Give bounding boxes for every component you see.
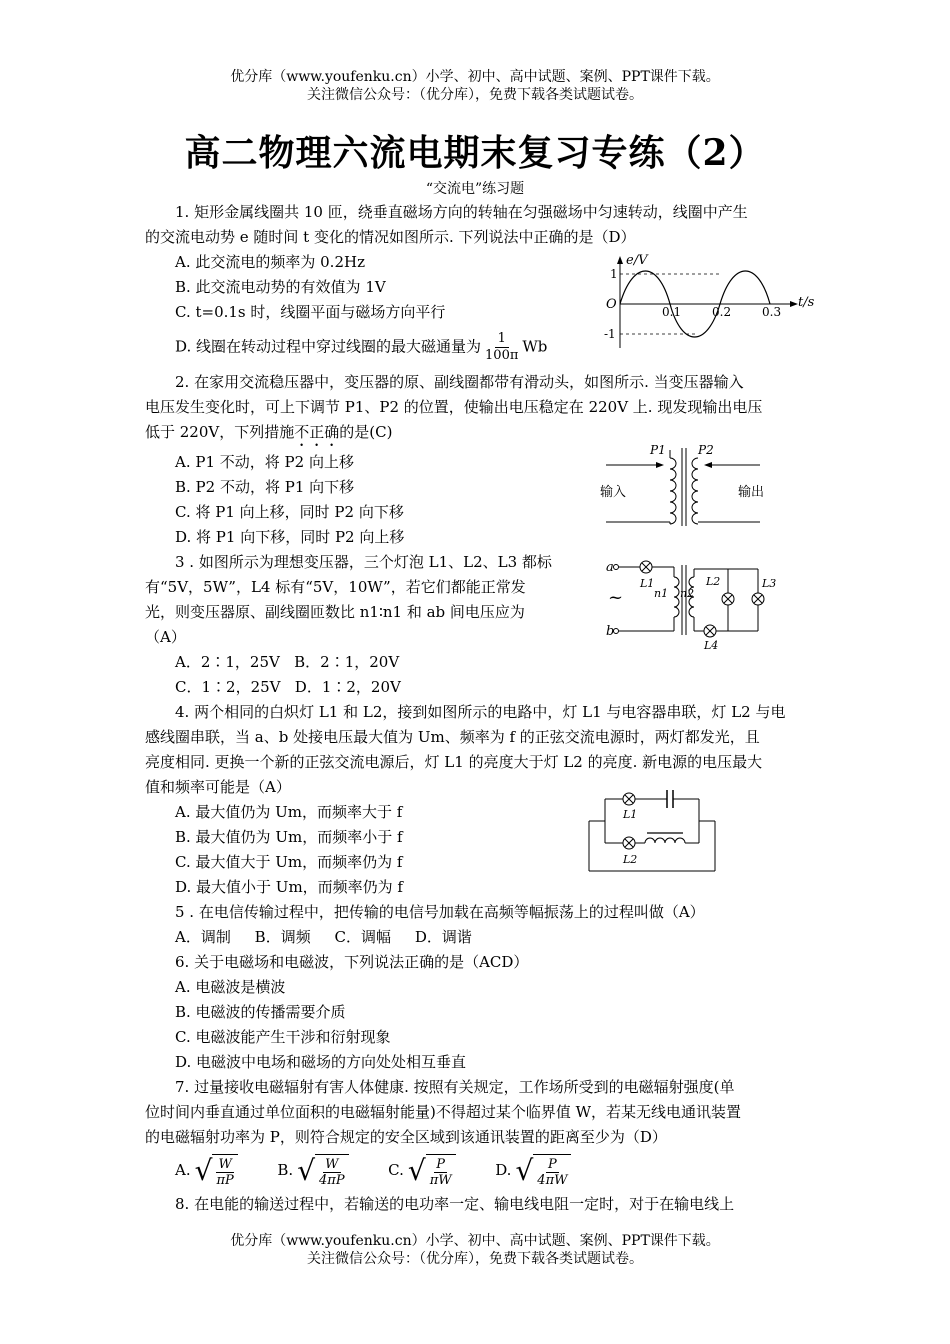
q2-stem-part2: 的是(C)	[339, 423, 393, 441]
q2-label-input: 输入	[600, 485, 627, 500]
q1-option-b: B. 此交流电动势的有效值为 1V	[175, 278, 386, 296]
q2-label-output: 输出	[738, 485, 765, 500]
q1-option-d-text: D. 线圈在转动过程中穿过线圈的最大磁通量为	[175, 337, 482, 356]
q7-stem-line3: 的电磁辐射功率为 P，则符合规定的安全区域到该通讯装置的距离至少为（D）	[145, 1128, 667, 1146]
q2-secondary-coil	[692, 458, 698, 524]
q1-graph-y-top: 1	[610, 267, 618, 281]
q1-graph-xlabel: t/s	[798, 295, 815, 310]
q1-option-a: A. 此交流电的频率为 0.2Hz	[175, 253, 365, 271]
q2-stem-part1: 低于 220V，下列措施	[145, 423, 295, 441]
q1-graph-tick-02: 0.2	[712, 305, 732, 319]
q7-b-den: 4πP	[319, 1173, 345, 1188]
q3-stem-line4: （A）	[145, 628, 186, 646]
q7-stem-line1: 7. 过量接收电磁辐射有害人体健康. 按照有关规定，工作场所受到的电磁辐射强度(单	[175, 1078, 735, 1096]
q7-options	[145, 1154, 807, 1188]
q2-transformer-diagram	[598, 440, 778, 530]
q3-lamp-transformer-diagram	[600, 555, 785, 655]
q3-options-row2: C．1∶2，25V D．1∶2，20V	[175, 678, 401, 696]
q3-label-l4: L4	[704, 639, 719, 652]
q7-a-den: πP	[216, 1173, 234, 1188]
q7-c-den: πW	[429, 1173, 452, 1188]
question-list	[145, 200, 807, 1217]
q4-option-a: A. 最大值仍为 Um，而频率大于 f	[175, 803, 403, 821]
q3-primary-coil	[674, 577, 679, 617]
q6-stem: 6. 关于电磁场和电磁波，下列说法正确的是（ACD）	[175, 953, 529, 971]
q7-d-den: 4πW	[537, 1173, 568, 1188]
q1-graph-y-arrow	[617, 256, 623, 264]
q7-option-b-formula: √ $\frac{W}{4\pi P}$	[297, 1154, 348, 1188]
q7-option-c-label: C.	[388, 1161, 404, 1179]
q3-label-b: b	[606, 624, 615, 639]
q2-option-b: B. P2 不动，将 P1 向下移	[175, 478, 355, 496]
q4-option-b: B. 最大值仍为 Um，而频率小于 f	[175, 828, 403, 846]
q5-options: A．调制 B．调频 C．调幅 D．调谐	[175, 928, 472, 946]
q1-stem-line2: 的交流电动势 e 随时间 t 变化的情况如图所示. 下列说法中正确的是（D）	[145, 228, 636, 246]
q5-stem: 5 . 在电信传输过程中，把传输的电信号加载在高频等幅振荡上的过程叫做（A）	[175, 903, 705, 921]
q4-option-d: D. 最大值小于 Um，而频率仍为 f	[175, 878, 403, 896]
page-header	[0, 68, 950, 104]
q1-graph-tick-01: 0.1	[662, 305, 682, 319]
q1-stem-line1: 1. 矩形金属线圈共 10 匝，绕垂直磁场方向的转轴在匀强磁场中匀速转动，线圈中产生	[175, 203, 748, 221]
q4-stem-line3: 亮度相同. 更换一个新的正弦交流电源后，灯 L1 的亮度大于灯 L2 的亮度. 新电源的电压最大	[145, 753, 763, 771]
q1-graph-origin: O	[606, 297, 617, 312]
q1-flux-unit: Wb	[522, 337, 548, 356]
q7-b-num: W	[325, 1157, 339, 1172]
header-line-1: 优分库（www.youfenku.cn）小学、初中、高中试题、案例、PPT课件下载。	[230, 69, 720, 85]
q7-option-c-formula: √ $\frac{P}{\pi W}$	[408, 1154, 456, 1188]
q2-primary-coil	[670, 458, 676, 524]
q2-emphasis-not-correct: 不正确	[294, 423, 340, 441]
q4-option-c: C. 最大值大于 Um，而频率仍为 f	[175, 853, 403, 871]
q3-label-a: a	[606, 560, 614, 575]
q4-stem-line4: 值和频率可能是（A）	[145, 778, 291, 796]
header-line-2: 关注微信公众号：（优分库），免费下载各类试题试卷。	[307, 87, 643, 103]
q3-label-l1: L1	[640, 577, 655, 590]
q3-terminal-a	[614, 565, 619, 570]
q6-option-d: D. 电磁波中电场和磁场的方向处处相互垂直	[175, 1053, 467, 1071]
q1-graph-y-bottom: -1	[604, 327, 616, 341]
q4-stem-line2: 感线圈串联，当 a、b 处接电压最大值为 Um、频率为 f 的正弦交流电源时，两灯都发光，且	[145, 728, 760, 746]
q1-flux-denominator: 100π	[485, 348, 519, 363]
q3-label-n1: n1	[654, 587, 669, 600]
page-title: 高二物理六流电期末复习专练（2）	[184, 132, 766, 174]
q6-option-a: A. 电磁波是横波	[175, 978, 286, 996]
q1-flux-fraction	[485, 331, 518, 364]
q3-label-n2: n2	[680, 587, 695, 600]
q3-stem-line1: 3 . 如图所示为理想变压器，三个灯泡 L1、L2、L3 都标	[175, 553, 552, 571]
q7-option-b-label: B.	[277, 1161, 294, 1179]
q4-lc-circuit-diagram	[585, 785, 725, 875]
q2-option-a: A. P1 不动，将 P2 向上移	[175, 453, 354, 471]
q7-option-d-formula: √ $\frac{P}{4\pi W}$	[515, 1154, 571, 1188]
q3-label-l2: L2	[706, 575, 721, 588]
page-subtitle: “交流电”练习题	[425, 181, 525, 197]
q1-option-c: C. t=0.1s 时，线圈平面与磁场方向平行	[175, 303, 446, 321]
q6-option-c: C. 电磁波能产生干涉和衍射现象	[175, 1028, 391, 1046]
q2-label-p1: P1	[650, 443, 666, 457]
q2-p1-arrow	[656, 462, 664, 468]
q3-source-symbol: ~	[608, 587, 624, 608]
q3-label-l3: L3	[762, 577, 777, 590]
footer-line-1: 优分库（www.youfenku.cn）小学、初中、高中试题、案例、PPT课件下载。	[230, 1233, 720, 1249]
q3-stem-line2: 有“5V，5W”，L4 标有“5V，10W”，若它们都能正常发	[145, 578, 526, 596]
q7-c-num: P	[436, 1157, 446, 1172]
q7-option-a-label: A.	[175, 1161, 191, 1179]
q7-a-num: W	[218, 1157, 232, 1172]
q7-option-d-label: D.	[495, 1161, 512, 1179]
q7-stem-line2: 位时间内垂直通过单位面积的电磁辐射能量)不得超过某个临界值 W，若某无线电通讯装置	[145, 1103, 742, 1121]
footer-line-2: 关注微信公众号：（优分库），免费下载各类试题试卷。	[307, 1251, 643, 1267]
q4-label-l1: L1	[623, 808, 638, 821]
q7-d-num: P	[548, 1157, 557, 1172]
q4-inductor-coil	[645, 838, 685, 843]
q2-stem-line1: 2. 在家用交流稳压器中，变压器的原、副线圈都带有滑动头，如图所示. 当变压器输入	[175, 373, 744, 391]
q1-graph-tick-03: 0.3	[762, 305, 782, 319]
q1-flux-numerator: 1	[495, 331, 509, 348]
q2-label-p2: P2	[698, 443, 714, 457]
q3-stem-line3: 光，则变压器原、副线圈匝数比 n1∶n1 和 ab 间电压应为	[145, 603, 525, 621]
q4-label-l2: L2	[623, 853, 638, 866]
q2-stem-line2: 电压发生变化时，可上下调节 P1、P2 的位置，使输出电压稳定在 220V 上. 现发现输出电压	[145, 398, 763, 416]
q4-stem-line1: 4. 两个相同的白炽灯 L1 和 L2，接到如图所示的电路中，灯 L1 与电容器串联，灯 L2 与电	[175, 703, 786, 721]
q2-option-c: C. 将 P1 向上移，同时 P2 向下移	[175, 503, 404, 521]
q1-graph-x-arrow	[790, 301, 798, 307]
q2-option-d: D. 将 P1 向下移，同时 P2 向上移	[175, 528, 405, 546]
q2-p2-arrow	[704, 462, 712, 468]
q7-option-a-formula: √ $\frac{W}{\pi P}$	[195, 1154, 238, 1188]
q3-options-row1: A．2∶1，25V B．2∶1，20V	[175, 653, 400, 671]
q6-option-b: B. 电磁波的传播需要介质	[175, 1003, 346, 1021]
q8-stem: 8. 在电能的输送过程中，若输送的电功率一定、输电线电阻一定时，对于在输电线上	[175, 1195, 735, 1213]
page-footer	[0, 1232, 950, 1268]
q1-emf-graph	[598, 252, 818, 352]
q1-graph-ylabel: e/V	[626, 253, 648, 268]
